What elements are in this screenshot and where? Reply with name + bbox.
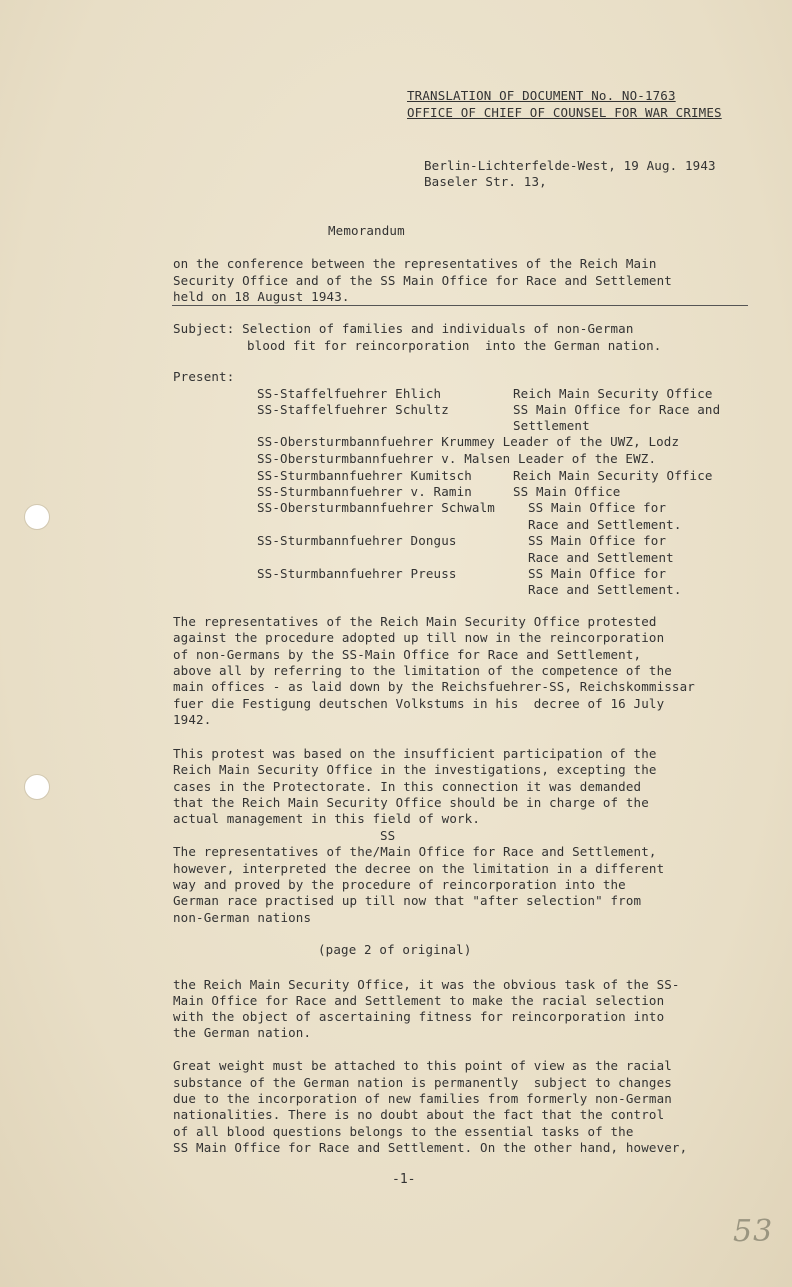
- conference-line-1: on the conference between the representatives of the Reich Main: [173, 256, 657, 271]
- attendee-name: SS-Staffelfuehrer Ehlich: [257, 386, 442, 401]
- attendee-name: SS-Staffelfuehrer Schultz: [257, 402, 449, 417]
- attendee-name: SS-Sturmbannfuehrer Dongus: [257, 533, 457, 548]
- attendee-org: SS Main Office for Race and: [513, 402, 721, 417]
- attendee-name: SS-Sturmbannfuehrer Kumitsch: [257, 468, 472, 483]
- attendee-name: SS-Sturmbannfuehrer Preuss: [257, 566, 457, 581]
- attendee-org: SS Main Office for: [528, 533, 667, 548]
- address: Baseler Str. 13,: [424, 174, 547, 189]
- conference-rule: [172, 305, 748, 306]
- attendee-org-cont: Race and Settlement.: [528, 517, 682, 532]
- paragraph-line: substance of the German nation is permanently subject to changes: [173, 1075, 672, 1090]
- attendee-line: SS-Obersturmbannfuehrer v. Malsen Leader of the EWZ.: [257, 451, 657, 466]
- paragraph-line: however, interpreted the decree on the limitation in a different: [173, 861, 665, 876]
- paragraph-line: 1942.: [173, 712, 212, 727]
- paragraph-line: due to the incorporation of new families from formerly non-German: [173, 1091, 672, 1106]
- paragraph-line: actual management in this field of work.: [173, 811, 481, 826]
- attendee-org: Reich Main Security Office: [513, 386, 713, 401]
- memo-title: Memorandum: [328, 223, 405, 238]
- attendee-org: Reich Main Security Office: [513, 468, 713, 483]
- attendee-org: SS Main Office for: [528, 566, 667, 581]
- attendee-line: SS-Obersturmbannfuehrer Krummey Leader of the UWZ, Lodz: [257, 434, 680, 449]
- paragraph-line: The representatives of the/Main Office for Race and Settlement,: [173, 844, 657, 859]
- paragraph-line: Reich Main Security Office in the investigations, excepting the: [173, 762, 657, 777]
- attendee-org: SS Main Office: [513, 484, 621, 499]
- subject-line-2: blood fit for reincorporation into the German nation.: [247, 338, 662, 353]
- paragraph-line: non-German nations: [173, 910, 312, 925]
- place-date: Berlin-Lichterfelde-West, 19 Aug. 1943: [424, 158, 716, 173]
- conference-line-3: held on 18 August 1943.: [173, 289, 350, 304]
- attendee-name: SS-Sturmbannfuehrer v. Ramin: [257, 484, 472, 499]
- ss-insertion: SS: [380, 828, 396, 843]
- paragraph-line: main offices - as laid down by the Reichsfuehrer-SS, Reichskommissar: [173, 679, 695, 694]
- subject-line-1: Subject: Selection of families and individuals of non-German: [173, 321, 634, 336]
- conference-line-2: Security Office and of the SS Main Office for Race and Settlement: [173, 273, 672, 288]
- attendee-org-cont: Race and Settlement: [528, 550, 674, 565]
- present-label: Present:: [173, 369, 235, 384]
- paragraph-line: with the object of ascertaining fitness for reincorporation into: [173, 1009, 665, 1024]
- paragraph-line: Main Office for Race and Settlement to make the racial selection: [173, 993, 665, 1008]
- paragraph-line: of all blood questions belongs to the essential tasks of the: [173, 1124, 634, 1139]
- paragraph-line: German race practised up till now that "after selection" from: [173, 893, 642, 908]
- page-marker: (page 2 of original): [318, 942, 472, 957]
- paragraph-line: above all by referring to the limitation of the competence of the: [173, 663, 672, 678]
- paragraph-line: Great weight must be attached to this point of view as the racial: [173, 1058, 672, 1073]
- office-name: OFFICE OF CHIEF OF COUNSEL FOR WAR CRIMES: [407, 105, 722, 120]
- handwritten-page-number: 53: [733, 1214, 774, 1249]
- paragraph-line: of non-Germans by the SS-Main Office for Race and Settlement,: [173, 647, 642, 662]
- paragraph-line: This protest was based on the insufficient participation of the: [173, 746, 657, 761]
- attendee-name: SS-Obersturmbannfuehrer Schwalm: [257, 500, 495, 515]
- paragraph-line: The representatives of the Reich Main Security Office protested: [173, 614, 657, 629]
- page-number: -1-: [392, 1172, 416, 1187]
- paragraph-line: SS Main Office for Race and Settlement. On the other hand, however,: [173, 1140, 688, 1155]
- paragraph-line: nationalities. There is no doubt about the fact that the control: [173, 1107, 665, 1122]
- paragraph-line: fuer die Festigung deutschen Volkstums in his decree of 16 July: [173, 696, 665, 711]
- attendee-org-cont: Settlement: [513, 418, 590, 433]
- attendee-org-cont: Race and Settlement.: [528, 582, 682, 597]
- paragraph-line: that the Reich Main Security Office should be in charge of the: [173, 795, 649, 810]
- paragraph-line: the German nation.: [173, 1025, 312, 1040]
- punch-hole-upper: [24, 504, 50, 530]
- attendee-org: SS Main Office for: [528, 500, 667, 515]
- paragraph-line: against the procedure adopted up till now in the reincorporation: [173, 630, 665, 645]
- punch-hole-lower: [24, 774, 50, 800]
- paragraph-line: way and proved by the procedure of reincorporation into the: [173, 877, 626, 892]
- document-title: TRANSLATION OF DOCUMENT No. NO-1763: [407, 88, 676, 103]
- paragraph-line: the Reich Main Security Office, it was the obvious task of the SS-: [173, 977, 680, 992]
- paragraph-line: cases in the Protectorate. In this connection it was demanded: [173, 779, 642, 794]
